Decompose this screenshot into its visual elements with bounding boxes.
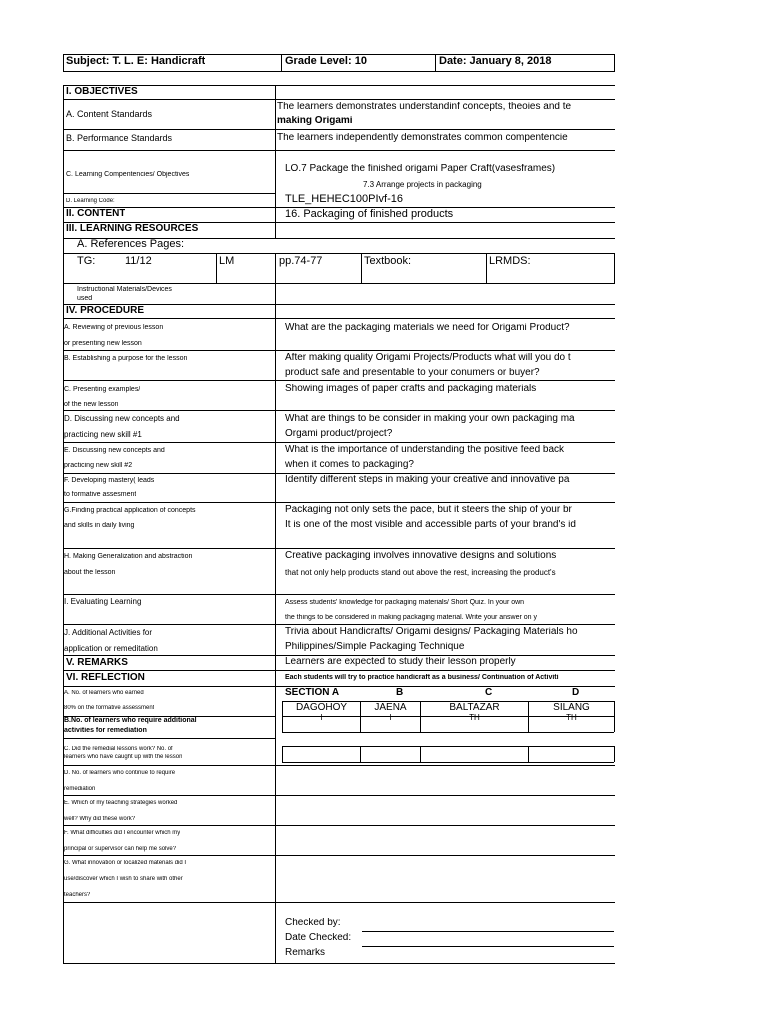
competencies-label: C. Learning Compentencies/ Objectives (66, 171, 190, 178)
procedure-b-text-2: product safe and presentable to your conumers or buyer? (285, 368, 540, 378)
procedure-a-label-2: or presenting new lesson (64, 340, 142, 347)
learning-code-value: TLE_HEHEC100PIvf-16 (285, 194, 403, 205)
procedure-f-text: Identify different steps in making your creative and innovative pa (285, 475, 570, 485)
section-value-baltazar: TH (469, 714, 480, 720)
subject-label: Subject: T. L. E: Handicraft (66, 56, 206, 67)
instructional-materials-label-2: used (77, 295, 93, 302)
procedure-c-label: C. Presenting examples/ (64, 386, 141, 393)
reflection-a-label-2: 80% on the formative assessment (64, 705, 155, 711)
procedure-c-label-2: of the new lesson (64, 401, 119, 408)
remarks-text: Learners are expected to study their lesson properly (285, 657, 516, 667)
procedure-f-label: F. Developing mastery( leads (64, 477, 155, 484)
procedure-j-label-2: application or remeditation (64, 645, 158, 653)
section-c-label: C (485, 688, 493, 698)
tg-label: TG: (77, 256, 96, 267)
procedure-d-label: D. Discussing new concepts and (64, 415, 180, 423)
reflection-b-label-2: activities for remediation (64, 727, 147, 734)
remarks-heading: V. REMARKS (66, 658, 128, 668)
competencies-text: LO.7 Package the finished origami Paper Craft(vasesframes) (285, 164, 556, 174)
procedure-e-label: E. Discussing new concepts and (64, 447, 165, 454)
content-standards-text: The learners demonstrates understandinf concepts, theoies and te (277, 102, 572, 112)
procedure-a-text: What are the packaging materials we need for Origami Product? (285, 323, 570, 333)
procedure-j-label: J. Additional Activities for (64, 629, 153, 637)
procedure-i-text: Assess students' knowledge for packaging materials/ Short Quiz. In your own (285, 599, 525, 606)
procedure-d-text-2: Orgami product/project? (285, 429, 393, 439)
reflection-e-label-2: well? Why did these work? (64, 816, 136, 822)
procedure-e-label-2: practicing new skill #2 (64, 462, 133, 469)
procedure-e-text-2: when it comes to packaging? (285, 460, 414, 470)
section-name-silang: SILANG (553, 703, 590, 713)
section-d-label: D (572, 688, 580, 698)
procedure-d-label-2: practicing new skill #1 (64, 431, 142, 439)
procedure-i-text-2: the things to be considered in making packaging material. Write your answer on y (285, 614, 538, 621)
section-value-silang: TH (566, 714, 577, 720)
content-standards-label: A. Content Standards (66, 110, 153, 119)
reflection-heading: VI. REFLECTION (66, 673, 145, 683)
instructional-materials-label: Instructional Materials/Devices (77, 286, 172, 293)
procedure-g-text: Packaging not only sets the pace, but it steers the ship of your br (285, 505, 572, 515)
section-b-label: B (396, 688, 404, 698)
learning-code-label: D. Learning Code: (66, 198, 115, 204)
section-name-dagohoy: DAGOHOY (295, 703, 348, 713)
reflection-d-label: D. No. of learners who continue to require (64, 770, 176, 776)
section-name-jaena: JAENA (374, 703, 407, 713)
textbook-label: Textbook: (364, 256, 412, 267)
reflection-a-label: A. No. of learners who earned (64, 690, 144, 696)
reflection-d-label-2: remediation (64, 786, 96, 792)
objectives-heading: I. OBJECTIVES (66, 87, 138, 97)
content-value: 16. Packaging of finished products (285, 209, 454, 220)
lm-value: pp.74-77 (279, 256, 323, 267)
performance-standards-text: The learners independently demonstrates common compentencie (277, 133, 568, 143)
procedure-c-text: Showing images of paper crafts and packaging materials (285, 384, 537, 394)
procedure-j-text: Trivia about Handicrafts/ Origami designs/ Packaging Materials ho (285, 627, 578, 637)
procedure-h-label-2: about the lesson (64, 569, 116, 576)
reflection-text: Each students will try to practice handicraft as a business/ Continuation of Activiti (285, 674, 559, 681)
reflection-e-label: E. Which of my teaching strategies worked (64, 800, 178, 806)
tg-value: 11/12 (125, 256, 152, 267)
procedure-g-label: G.Finding practical application of concepts (64, 507, 196, 514)
performance-standards-label: B. Performance Standards (66, 134, 173, 143)
reflection-c-label: C. Did the remedial lessons work? No. of (64, 746, 173, 752)
reflection-c-label-2: learners who have caught up with the lesson (64, 754, 183, 760)
reflection-f-label-2: principal or supervisor can help me solve? (64, 846, 177, 852)
procedure-f-label-2: to formative assesment (64, 491, 137, 498)
procedure-a-label: A. Reviewing of previous lesson (64, 324, 164, 331)
resources-heading: III. LEARNING RESOURCES (66, 224, 199, 234)
procedure-e-text: What is the importance of understanding the positive feed back (285, 445, 565, 455)
date-label: Date: January 8, 2018 (439, 56, 552, 67)
procedure-b-label: B. Establishing a purpose for the lesson (64, 355, 188, 362)
checked-by-label: Checked by: (285, 918, 341, 928)
section-name-baltazar: BALTAZAR (449, 703, 500, 713)
procedure-d-text: What are things to be consider in making your own packaging ma (285, 414, 575, 424)
procedure-h-label: H. Making Generalization and abstraction (64, 553, 193, 560)
competencies-text-2: 7.3 Arrange projects in packaging (363, 181, 482, 189)
procedure-j-text-2: Philippines/Simple Packaging Technique (285, 642, 465, 652)
references-label: A. References Pages: (77, 239, 185, 250)
reflection-g-label-2: use/discover which I wish to share with other (64, 876, 183, 882)
content-heading: II. CONTENT (66, 209, 126, 219)
procedure-i-label: I. Evaluating Learning (64, 598, 142, 606)
reflection-b-label: B.No. of learners who require additional (64, 717, 197, 724)
remarks-signoff-label: Remarks (285, 948, 326, 958)
procedure-g-label-2: and skills in daily living (64, 522, 135, 529)
date-checked-label: Date Checked: (285, 933, 352, 943)
reflection-g-label: G. What innovation or localized materials did I (64, 860, 187, 866)
reflection-g-label-3: teachers? (64, 892, 91, 898)
procedure-h-text: Creative packaging involves innovative designs and solutions (285, 551, 557, 561)
procedure-heading: IV. PROCEDURE (66, 306, 144, 316)
procedure-h-text-2: that not only help products stand out above the rest, increasing the product's (285, 569, 556, 577)
lm-label: LM (219, 256, 235, 267)
lrmds-label: LRMDS: (489, 256, 531, 267)
content-standards-text-2: making Origami (277, 116, 353, 126)
procedure-g-text-2: It is one of the most visible and accessible parts of your brand's id (285, 520, 576, 530)
section-value-dagohoy: I (320, 714, 323, 720)
section-value-jaena: I (389, 714, 392, 720)
grade-level-label: Grade Level: 10 (285, 56, 367, 67)
reflection-f-label: F. What difficulties did I encounter which my (64, 830, 181, 836)
section-a-label: SECTION A (285, 688, 340, 698)
procedure-b-text: After making quality Origami Projects/Products what will you do t (285, 353, 571, 363)
